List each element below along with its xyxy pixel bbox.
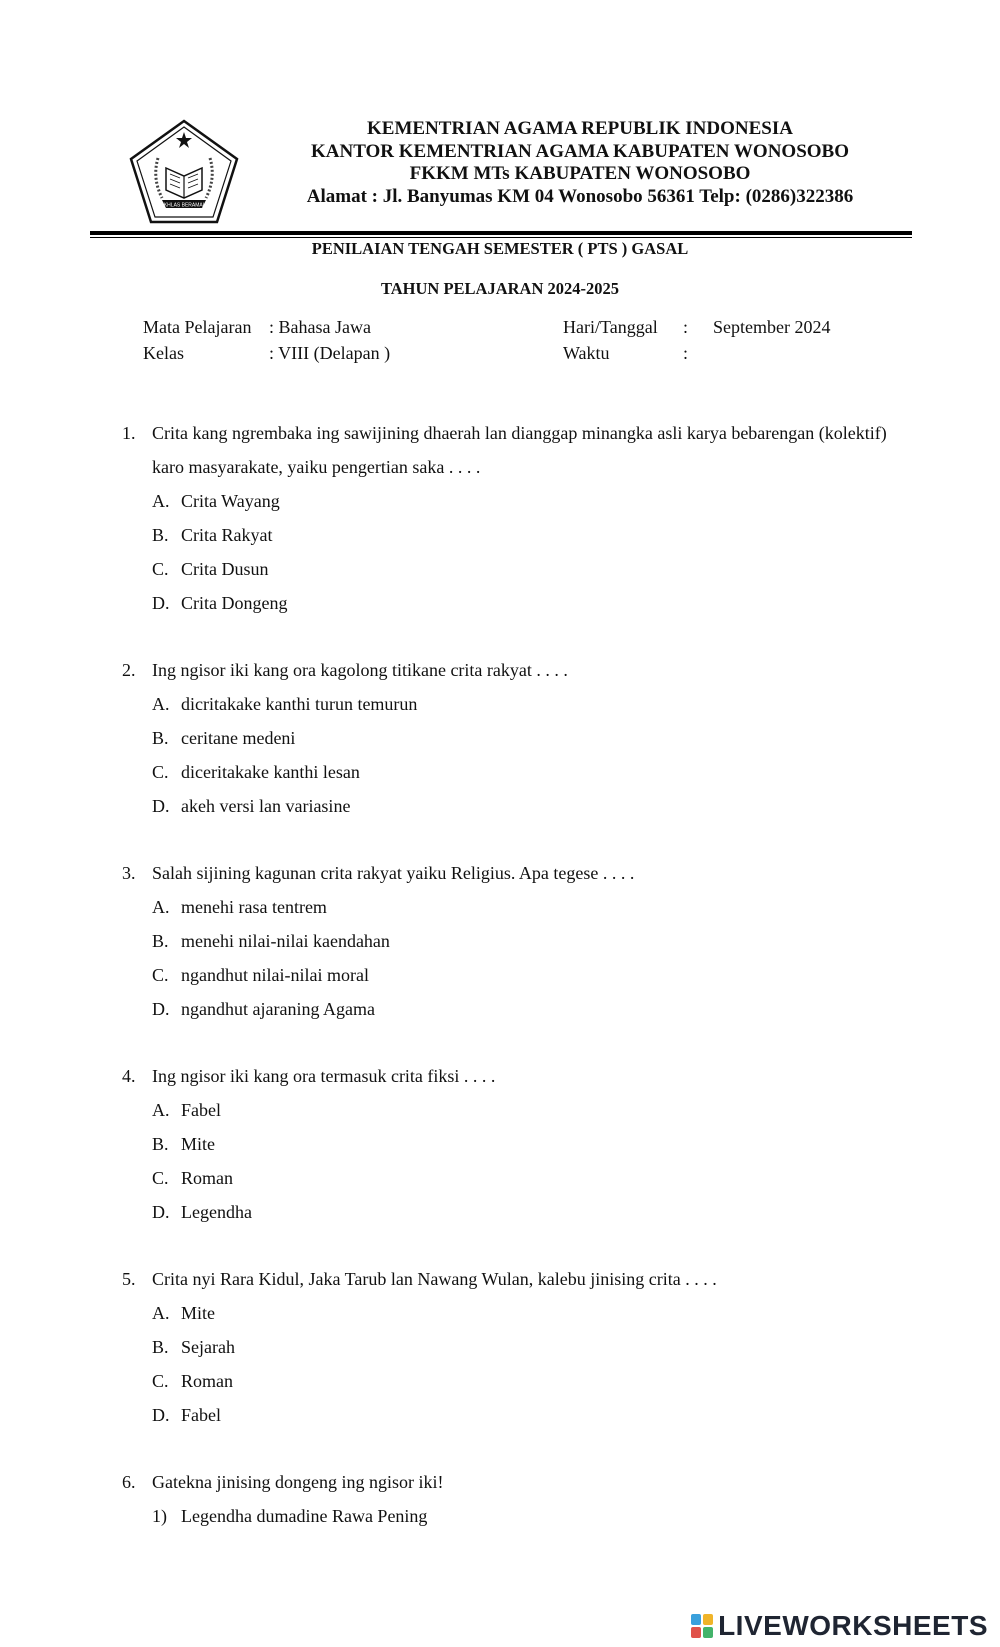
option-text: Mite xyxy=(181,1303,215,1323)
option-letter: C. xyxy=(152,1168,169,1188)
subject-value: : Bahasa Jawa xyxy=(269,317,371,337)
option-b[interactable] xyxy=(122,1330,892,1364)
option-letter: C. xyxy=(152,1371,169,1391)
option-text: Roman xyxy=(181,1371,233,1391)
option-text: dicritakake kanthi turun temurun xyxy=(181,694,418,714)
option-letter: A. xyxy=(152,694,170,714)
office-name: KANTOR KEMENTRIAN AGAMA KABUPATEN WONOSOBO xyxy=(310,140,850,162)
option-text: ngandhut nilai-nilai moral xyxy=(181,965,369,985)
letterhead xyxy=(290,118,870,208)
option-letter: B. xyxy=(152,931,169,951)
letterhead-rule-thin xyxy=(90,237,912,238)
option-text: Crita Rakyat xyxy=(181,525,273,545)
option-text: Fabel xyxy=(181,1100,221,1120)
option-c[interactable] xyxy=(122,1364,892,1398)
option-text: Sejarah xyxy=(181,1337,235,1357)
date-separator: : xyxy=(683,317,689,337)
class-value: : VIII (Delapan ) xyxy=(269,343,391,363)
option-c[interactable] xyxy=(122,755,892,789)
option-letter: D. xyxy=(152,796,170,816)
date-label: Hari/Tanggal xyxy=(563,317,658,337)
subject-label: Mata Pelajaran xyxy=(143,317,252,337)
logo-square-yellow xyxy=(703,1614,713,1625)
option-d[interactable] xyxy=(122,992,892,1026)
option-letter: D. xyxy=(152,999,170,1019)
address-line: Alamat : Jl. Banyumas KM 04 Wonosobo 56361 Telp: (0286)322386 xyxy=(306,185,854,207)
option-a[interactable] xyxy=(122,484,892,518)
question-number: 2. xyxy=(122,660,136,680)
option-d[interactable] xyxy=(122,1195,892,1229)
option-letter: C. xyxy=(152,762,169,782)
option-c[interactable] xyxy=(122,958,892,992)
question-3 xyxy=(122,856,892,1026)
liveworksheets-logo-icon xyxy=(691,1614,713,1638)
option-letter: D. xyxy=(152,1202,170,1222)
list-item-1 xyxy=(122,1499,892,1533)
question-number: 5. xyxy=(122,1269,136,1289)
question-number: 3. xyxy=(122,863,136,883)
question-text: Crita nyi Rara Kidul, Jaka Tarub lan Nawang Wulan, kalebu jinising crita . . . . xyxy=(152,1269,717,1289)
date-time-block xyxy=(563,314,830,366)
question-text: Crita kang ngrembaka ing sawijining dhaerah lan dianggap minangka asli karya bebarengan (kolektif) karo masyarakate, yaiku pengertian saka . . . . xyxy=(152,423,887,477)
option-text: akeh versi lan variasine xyxy=(181,796,351,816)
option-text: menehi rasa tentrem xyxy=(181,897,327,917)
option-a[interactable] xyxy=(122,687,892,721)
option-text: Roman xyxy=(181,1168,233,1188)
option-letter: D. xyxy=(152,1405,170,1425)
option-letter: A. xyxy=(152,1303,170,1323)
option-text: ceritane medeni xyxy=(181,728,296,748)
exam-title: PENILAIAN TENGAH SEMESTER ( PTS ) GASAL xyxy=(311,239,689,258)
question-6 xyxy=(122,1465,892,1533)
question-text: Ing ngisor iki kang ora kagolong titikane crita rakyat . . . . xyxy=(152,660,568,680)
option-letter: B. xyxy=(152,1337,169,1357)
option-letter: B. xyxy=(152,1134,169,1154)
ministry-name: KEMENTRIAN AGAMA REPUBLIK INDONESIA xyxy=(367,118,793,139)
question-number: 6. xyxy=(122,1472,136,1492)
option-text: Crita Dongeng xyxy=(181,593,288,613)
list-item-number: 1) xyxy=(152,1506,167,1526)
question-text: Gatekna jinising dongeng ing ngisor iki! xyxy=(152,1472,444,1492)
question-number: 1. xyxy=(122,423,136,443)
option-b[interactable] xyxy=(122,721,892,755)
option-text: Fabel xyxy=(181,1405,221,1425)
question-4 xyxy=(122,1059,892,1229)
question-2 xyxy=(122,653,892,823)
logo-square-red xyxy=(691,1627,701,1638)
list-item-text: Legendha dumadine Rawa Pening xyxy=(181,1506,428,1526)
option-letter: A. xyxy=(152,1100,170,1120)
logo-banner-text: IKHLAS BERAMAL xyxy=(162,202,206,209)
option-letter: D. xyxy=(152,593,170,613)
subject-class-block xyxy=(143,314,390,366)
option-text: diceritakake kanthi lesan xyxy=(181,762,360,782)
option-letter: A. xyxy=(152,491,170,511)
option-b[interactable] xyxy=(122,1127,892,1161)
kemenag-logo xyxy=(128,118,240,226)
option-letter: A. xyxy=(152,897,170,917)
option-a[interactable] xyxy=(122,890,892,924)
option-d[interactable] xyxy=(122,789,892,823)
option-d[interactable] xyxy=(122,586,892,620)
option-letter: C. xyxy=(152,965,169,985)
option-c[interactable] xyxy=(122,1161,892,1195)
question-5 xyxy=(122,1262,892,1432)
option-a[interactable] xyxy=(122,1296,892,1330)
option-a[interactable] xyxy=(122,1093,892,1127)
question-text: Salah sijining kagunan crita rakyat yaiku Religius. Apa tegese . . . . xyxy=(152,863,635,883)
question-list xyxy=(122,416,892,1566)
question-text: Ing ngisor iki kang ora termasuk crita fiksi . . . . xyxy=(152,1066,496,1086)
question-1 xyxy=(122,416,892,620)
time-label: Waktu xyxy=(563,343,610,363)
class-label: Kelas xyxy=(143,343,184,363)
watermark-text: LIVEWORKSHEETS xyxy=(718,1610,988,1641)
option-letter: B. xyxy=(152,525,169,545)
letterhead-rule xyxy=(90,231,912,235)
question-number: 4. xyxy=(122,1066,136,1086)
option-b[interactable] xyxy=(122,518,892,552)
option-text: Crita Dusun xyxy=(181,559,269,579)
option-letter: C. xyxy=(152,559,169,579)
option-text: menehi nilai-nilai kaendahan xyxy=(181,931,390,951)
option-text: Legendha xyxy=(181,1202,252,1222)
option-text: ngandhut ajaraning Agama xyxy=(181,999,375,1019)
academic-year: TAHUN PELAJARAN 2024-2025 xyxy=(380,279,620,298)
option-b[interactable] xyxy=(122,924,892,958)
option-c[interactable] xyxy=(122,552,892,586)
date-value: September 2024 xyxy=(713,317,831,337)
logo-square-blue xyxy=(691,1614,701,1625)
time-separator: : xyxy=(683,343,689,363)
option-letter: B. xyxy=(152,728,169,748)
forum-name: FKKM MTs KABUPATEN WONOSOBO xyxy=(409,163,751,184)
liveworksheets-watermark xyxy=(691,1610,988,1642)
option-text: Crita Wayang xyxy=(181,491,280,511)
option-text: Mite xyxy=(181,1134,215,1154)
option-d[interactable] xyxy=(122,1398,892,1432)
logo-square-green xyxy=(703,1627,713,1638)
